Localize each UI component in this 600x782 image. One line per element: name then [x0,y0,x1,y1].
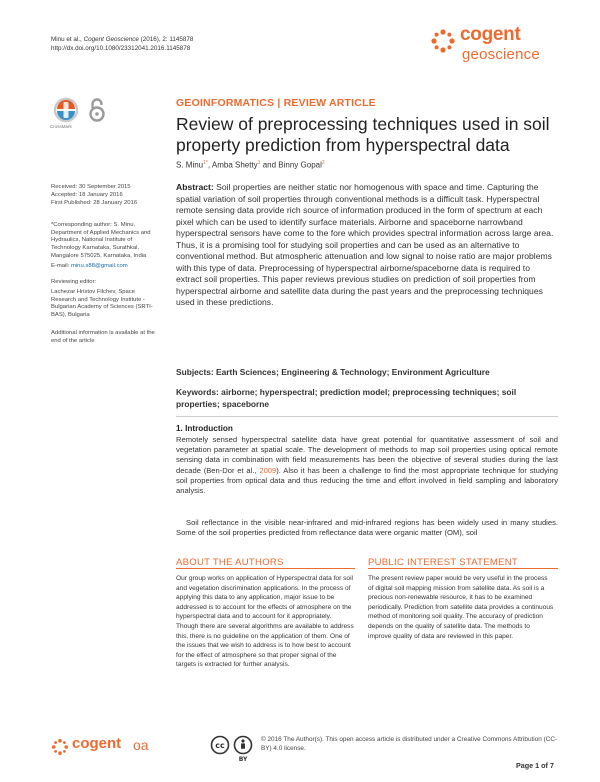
intro-paragraph-2: Soil reflectance in the visible near-infrared and mid-infrared regions has been widely used in many studies. Some of the soil properties predicted from reflectance data were organic matter (OM), soil [176,518,558,538]
abstract-label: Abstract: [176,182,214,192]
journal-name: Cogent Geoscience [83,36,139,43]
page-number: Page 1 of 7 [516,761,554,770]
author-list: S. Minu$^{1*}$, Amba Shetty$^1$ and Binny Gopal$^2$ [176,160,325,170]
creative-commons-icon[interactable] [210,735,230,761]
author-affiliation: 1* [203,160,208,166]
keywords-label: Keywords: [176,387,219,397]
svg-text:BY: BY [238,756,248,763]
doi-link[interactable]: http://dx.doi.org/10.1080/23312041.2016.1145878 [51,45,191,52]
public-interest-rule [368,568,558,569]
author-name[interactable]: Binny Gopal [278,160,322,170]
citation-volume: (2016), 2: 1145878 [140,36,194,43]
cogent-oa-flower-icon [51,738,69,756]
keywords [176,387,558,410]
reviewing-editor-label: Reviewing editor: [51,279,97,285]
cogent-geoscience-logo [430,24,570,72]
author-name[interactable]: Amba Shetty [211,160,258,170]
about-authors-title: ABOUT THE AUTHORS [176,557,284,568]
cogent-flower-icon [430,28,456,54]
license-text: © 2016 The Author(s). This open access article is distributed under a Creative Commons Attribution (CC-BY) 4.0 license. [261,736,558,752]
email-line [51,263,159,271]
reviewing-editor: Lachezar Hristov Filchev, Space Research and Technology Institute - Bulgarian Academy of Sciences (SRTI-BAS), Bulgaria [51,289,153,319]
open-access-icon [88,97,106,123]
section-heading: 1. Introduction [176,424,233,433]
about-authors-text: Our group works on application of Hyperspectral data for soil and vegetation discrimination applications. In the process of applying this data to any application, major issue to be addressed is to account for the effects of atmosphere on the hyperspectral data and to account for it appropriately. Though there are several algorithms are available to address this, there is no guideline on the application of them. One of the issues that we wish to address is to how best to account for the effect of atmosphere so that proper signal of the targets is extracted for further analysis. [176,575,354,669]
public-interest-title: PUBLIC INTEREST STATEMENT [368,557,519,568]
citation-line [51,35,193,44]
divider [176,416,558,417]
email-label: E-mail: [51,263,70,269]
keywords-text: airborne; hyperspectral; prediction model; preprocessing techniques; soil properties; spaceborne [176,387,517,409]
author-affiliation: 2 [321,160,325,166]
accepted-date: Accepted: 18 January 2016 [51,192,123,198]
brand-name: cogent [460,24,521,45]
article-title: Review of preprocessing techniques used in soil property prediction from hyperspectral data [176,114,550,155]
subjects: Subjects: Earth Sciences; Engineering & Technology; Environment Agriculture [176,367,490,377]
email-link[interactable]: minu.s88@gmail.com [70,263,128,269]
svg-text:cc: cc [215,741,225,751]
citation-authors: Minu et al., [51,36,82,43]
citation-link[interactable]: 2009 [259,465,277,475]
brand-subtitle: geoscience [462,46,540,63]
about-authors-rule [176,568,355,569]
abstract [176,182,558,309]
crossmark-label: CrossMark [50,124,72,129]
public-interest-text: The present review paper would be very useful in the process of digital soil mapping mission from satellite data. As soil is a precious non-renewable resource, it has to be examined periodically. Prediction from satellite data provides a continuous method of monitoring soil quality. The accuracy of prediction depends on the quality of satellite data. The methods to improve quality of data are reviewed in this paper. [368,575,554,640]
attribution-icon[interactable] [233,735,253,763]
additional-info: Additional information is available at the end of the article [51,330,155,344]
intro-paragraph-1: Remotely sensed hyperspectral satellite data have great potential for quantitative assessment of soil and vegetation parameter at spatial scale. The development of methods to map soil properties using optical remote sensing data in combination with field measurements has been the objective of several studies during the last decade (Ben-Dor et al., 2009). Also it has been a challenge to find the most appropriate technique for studying soil properties from optical data and thus reducing the time and effort involved in field sampling and laboratory analysis. [176,435,559,496]
published-date: First Published: 28 January 2016 [51,200,138,206]
footer-brand-oa: oa [133,737,149,753]
article-category: GEOINFORMATICS | REVIEW ARTICLE [176,97,376,109]
footer-brand-name: cogent [72,735,122,752]
corresponding-author: *Corresponding author: S. Minu, Department of Applied Mechanics and Hydraulics, National Institute of Technology Karnataka, Surathkal, Mangalore 575025, Karnataka, India [51,222,151,259]
author-affiliation: 1 [257,160,261,166]
author-name[interactable]: S. Minu [176,160,204,170]
abstract-text: Soil properties are neither static nor homogenous with space and time. Capturing the spatial variation of soil properties through conventional methods is a difficult task. Hyperspectral remote sensing data provide rich source of information produced in the form of spectrum at each pixel which can be used to identify surface materials. Airborne and spaceborne narrowband hyperspectral sensors have come to the fore which provides spectral information across large area. Thus, it is a promising tool for studying soil properties and can be used as an alternative to conventional method. But atmospheric attenuation and low signal to noise ratio are major problems with this type of data. Preprocessing of hyperspectral airborne/spaceborne data is required to extract soil properties. This paper reviews previous studies on prediction of soil properties from hyperspectral airborne and satellite data during the past years and the preprocessing techniques used in these predictions. [176,182,554,307]
received-date: Received: 30 September 2015 [51,184,131,190]
